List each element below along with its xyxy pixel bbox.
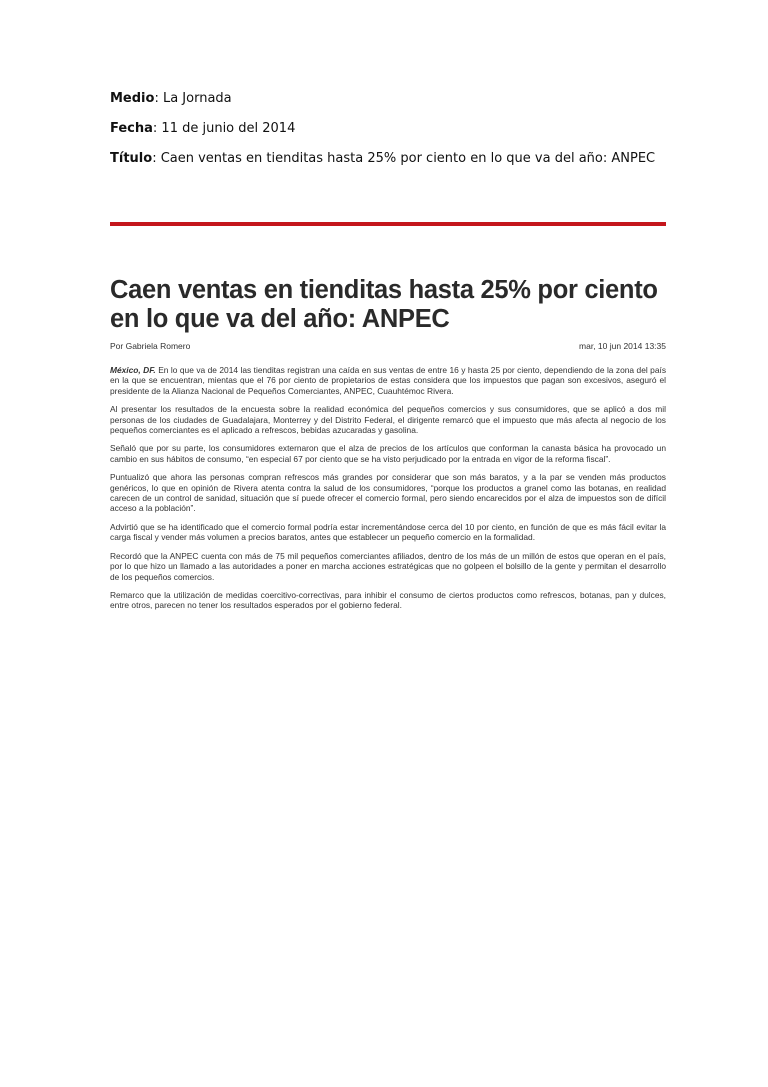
titulo-label: Título [110,151,153,166]
paragraph: México, DF. En lo que va de 2014 las tienditas registran una caída en sus ventas de entre 16 y hasta 25 por ciento, dependiendo de la zona del país en la que se encuentran, mientas que el 76 por ciento de propietarios de estas considera que los impuestos que pagan son excesivos, aseguró el presidente de la Alianza Nacional de Pequeños Comerciantes, ANPEC, Cuauhtémoc Rivera. [110,365,667,396]
medio-label: Medio [110,91,155,106]
author: Por Gabriela Romero [110,341,191,351]
paragraph: Remarco que la utilización de medidas coercitivo-correctivas, para inhibir el consumo de ciertos productos como refrescos, botanas, pan y dulces, entre otros, parecen no tener los resultados esperados por el gobierno federal. [110,589,666,611]
paragraph: Al presentar los resultados de la encuesta sobre la realidad económica del pequeños comercios y sus consumidores, que se aplicó a dos mil personas de los ciudades de Guadalajara, Monterrey y del Distrito Federal, el dirigente remarcó que el impuesto que más afecta al negocio de los pequeños comerciantes es el aplicado a refrescos, bebidas azucaradas y gasolina. [110,404,666,436]
paragraph: Puntualizó que ahora las personas compran refrescos más grandes por considerar que son más baratos, y a la par se venden más productos genéricos, lo que en opinión de Rivera atenta contra la salud de los consumidores, “porque los productos a granel como las botanas, en realidad carecen de un control de sanidad, situación que sí puede ofrecer el comercio formal, pero siendo encarecidos por el alza de impuestos son de difícil acceso a la población”. [110,472,666,514]
fecha-label: Fecha [110,121,153,136]
dateline: México, DF. [110,365,156,375]
article-body [110,365,666,611]
clipping-headline: Caen ventas en tienditas hasta 25% por ciento en lo que va del año: ANPEC [110,276,658,333]
medio-line: Medio: La Jornada [110,91,232,106]
paragraph: Recordó que la ANPEC cuenta con más de 75 mil pequeños comerciantes afiliados, dentro de los más de un millón de estos que operan en el país, por lo que hizo un llamado a las autoridades a poner en marcha acciones estratégicas que no golpeen el bolsillo de la gente y permitan el desarrollo de los pequeños comercios. [110,550,666,582]
paragraph: Señaló que por su parte, los consumidores externaron que el alza de precios de los artículos que conforman la canasta básica ha provocado un cambio en sus hábitos de consumo, “en especial 67 por ciento que se ha visto perjudicado por la entrada en vigor de la reforma fiscal”. [110,443,666,464]
titulo-value: Caen ventas en tienditas hasta 25% por ciento en lo que va del año: ANPEC [160,151,656,166]
document-meta [110,90,670,180]
fecha-value: 11 de junio del 2014 [161,121,296,136]
medio-value: La Jornada [162,91,232,106]
news-clipping [110,276,666,619]
titulo-line: Título: Caen ventas en tienditas hasta 25% por ciento en lo que va del año: ANPEC [110,151,656,166]
red-divider [110,222,666,226]
byline-row [110,341,666,351]
publish-date: mar, 10 jun 2014 13:35 [579,341,666,351]
paragraph: Advirtió que se ha identificado que el comercio formal podría estar incrementándose cerca del 10 por ciento, en función de que es más fácil evitar la carga fiscal y vender más volumen a precios baratos, antes que establecer un pequeño comercio en la formalidad. [110,521,666,543]
fecha-line: Fecha: 11 de junio del 2014 [110,121,296,136]
